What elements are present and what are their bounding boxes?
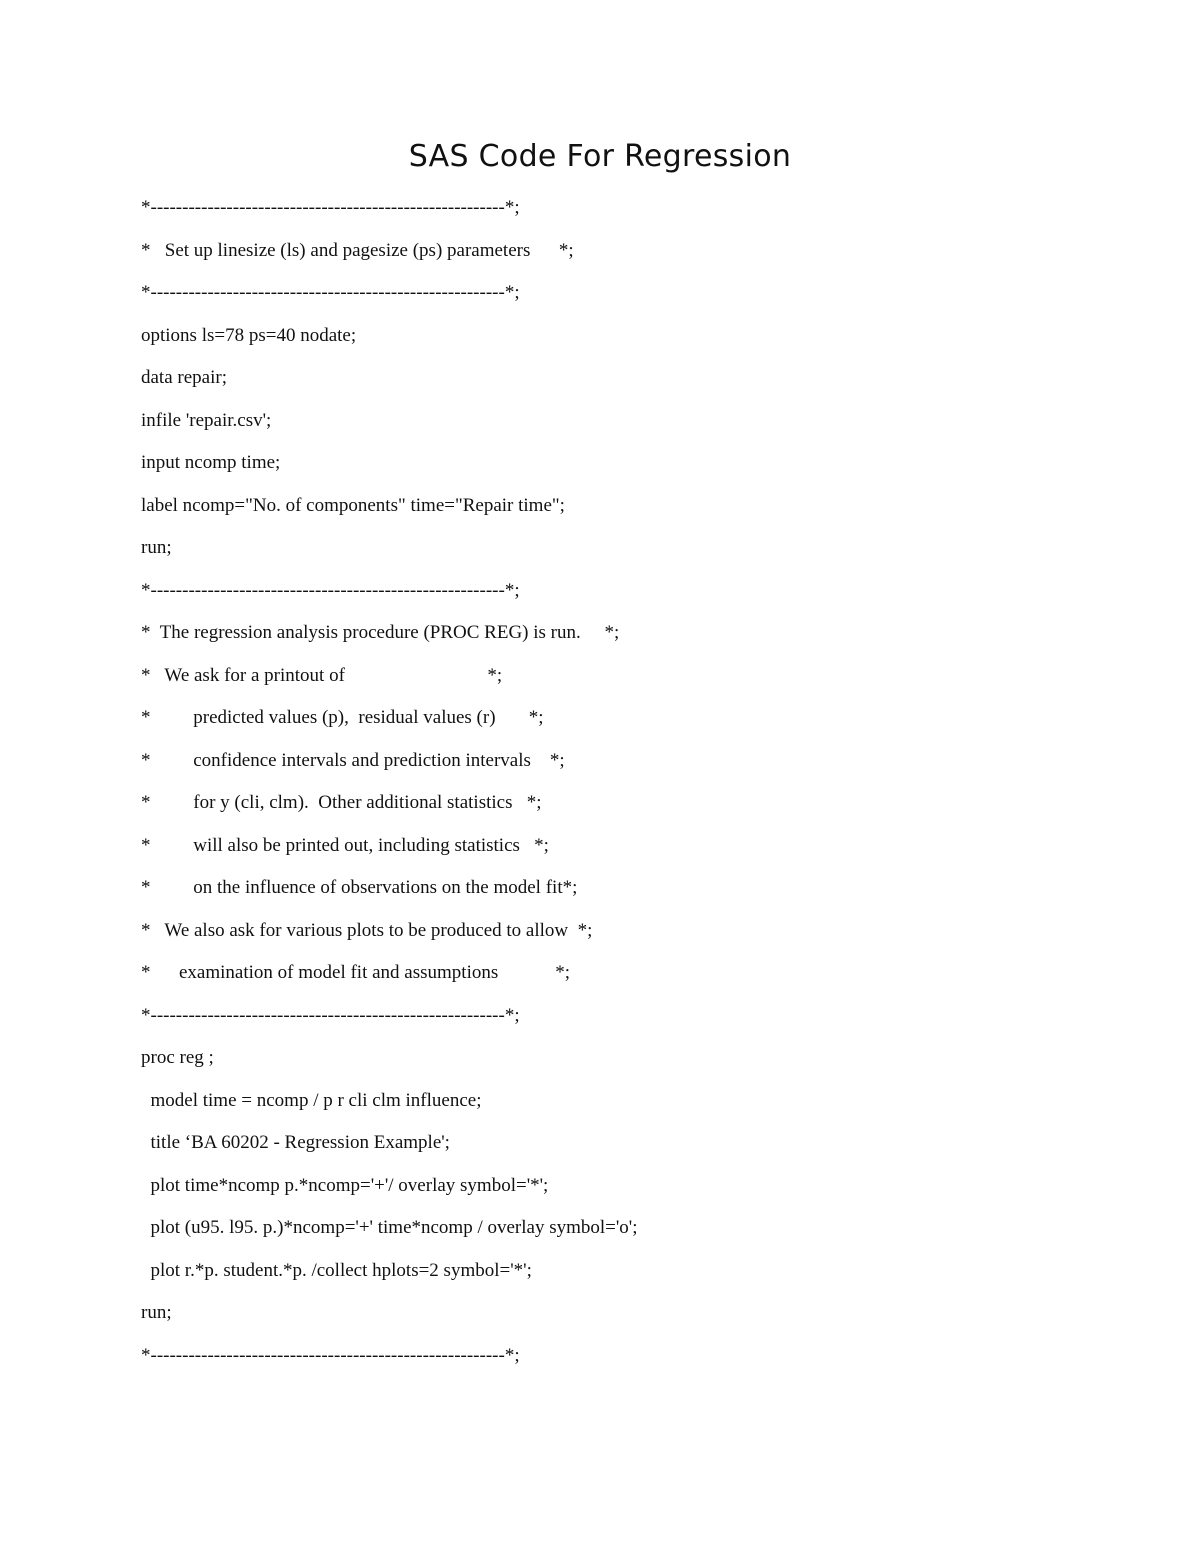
- code-line: proc reg ;: [141, 1047, 214, 1068]
- code-line: *--------------------------------------------------------*;: [141, 282, 520, 303]
- code-line: * The regression analysis procedure (PROC REG) is run. *;: [141, 622, 620, 643]
- code-line: plot r.*p. student.*p. /collect hplots=2 symbol='*';: [141, 1259, 532, 1281]
- code-line: *--------------------------------------------------------*;: [141, 579, 520, 601]
- code-line: title ‘BA 60202 - Regression Example';: [141, 1132, 450, 1153]
- code-line: * We also ask for various plots to be produced to allow *;: [141, 919, 593, 941]
- code-line: plot (u95. l95. p.)*ncomp='+' time*ncomp / overlay symbol='o';: [141, 1217, 638, 1238]
- code-line: data repair;: [141, 367, 227, 388]
- code-line: run;: [141, 1302, 172, 1323]
- code-line: *--------------------------------------------------------*;: [141, 1344, 520, 1366]
- code-line: * confidence intervals and prediction intervals *;: [141, 749, 565, 771]
- code-line: options ls=78 ps=40 nodate;: [141, 324, 357, 346]
- code-line: * on the influence of observations on the model fit*;: [141, 877, 578, 898]
- code-line: * Set up linesize (ls) and pagesize (ps) parameters *;: [141, 239, 574, 261]
- code-line: plot time*ncomp p.*ncomp='+'/ overlay symbol='*';: [141, 1174, 549, 1196]
- code-listing: [141, 194, 1141, 1384]
- code-line: run;: [141, 537, 172, 558]
- document-title: SAS Code For Regression: [408, 139, 792, 174]
- code-line: model time = ncomp / p r cli clm influence;: [141, 1089, 482, 1111]
- code-line: * We ask for a printout of *;: [141, 664, 503, 686]
- code-line: * will also be printed out, including statistics *;: [141, 834, 549, 856]
- code-line: label ncomp="No. of components" time="Repair time";: [141, 494, 565, 516]
- code-line: input ncomp time;: [141, 452, 281, 473]
- code-line: * for y (cli, clm). Other additional statistics *;: [141, 792, 542, 813]
- code-line: infile 'repair.csv';: [141, 409, 272, 431]
- code-line: *--------------------------------------------------------*;: [141, 1004, 520, 1026]
- code-line: *--------------------------------------------------------*;: [141, 197, 520, 218]
- code-line: * examination of model fit and assumptions *;: [141, 962, 571, 983]
- code-line: * predicted values (p), residual values (r) *;: [141, 707, 544, 728]
